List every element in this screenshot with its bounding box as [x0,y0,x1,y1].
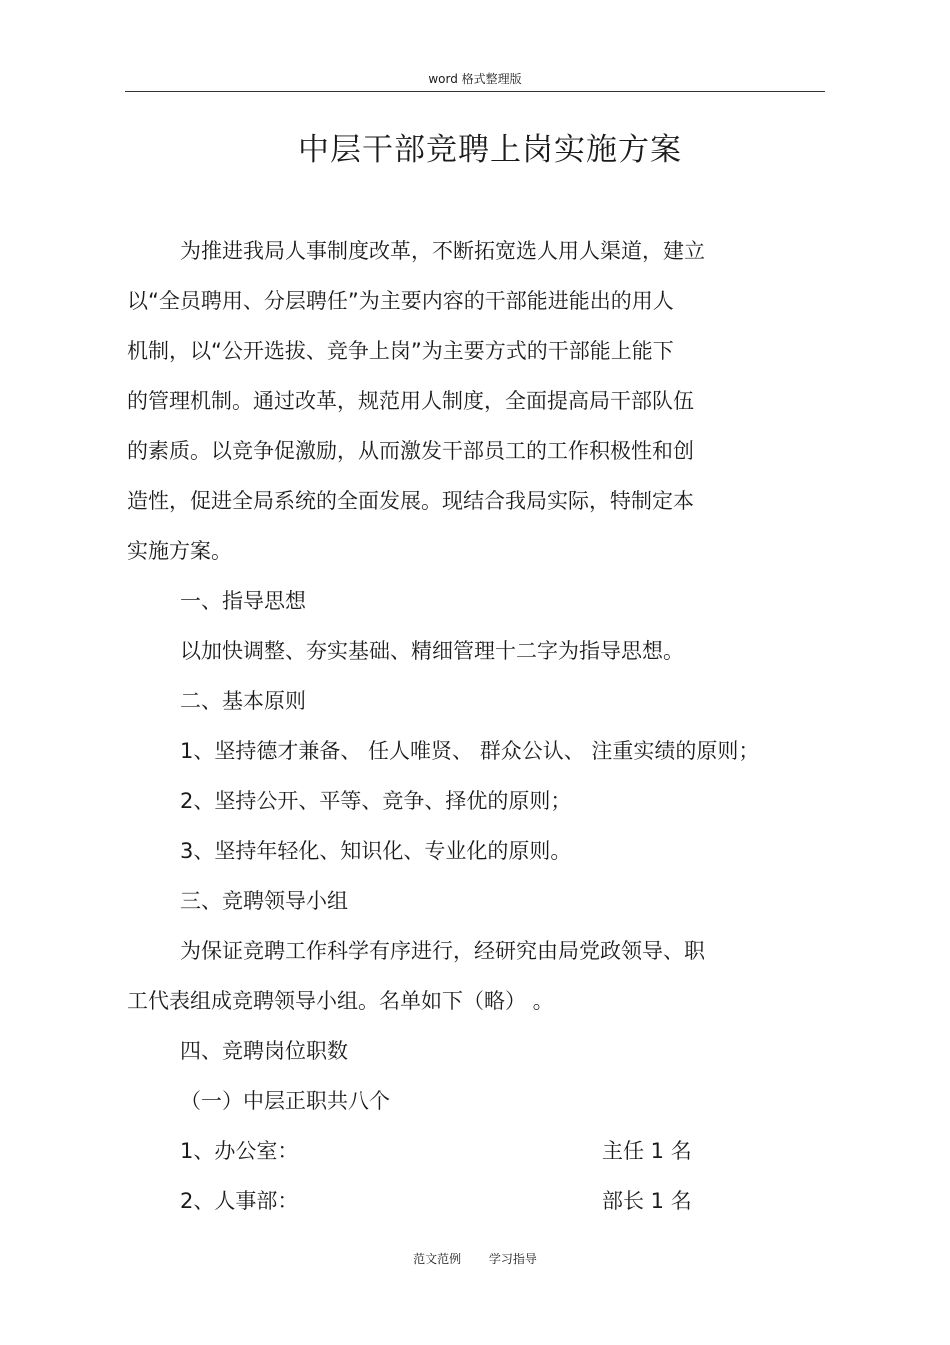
position-post-1: 主任 1 名 [602,1139,692,1163]
section1-body: 以加快调整、夯实基础、精细管理十二字为指导思想。 [180,639,684,663]
footer-left-text: 范文范例 [413,1252,462,1266]
principle-item-1: 1、坚持德才兼备、 任人唯贤、 群众公认、 注重实绩的原则； [180,739,760,763]
intro-line-6: 造性，促进全局系统的全面发展。现结合我局实际，特制定本 [127,489,694,513]
footer-right-text: 学习指导 [488,1252,537,1266]
principle-item-3: 3、坚持年轻化、知识化、专业化的原则。 [180,839,572,863]
section4-heading: 四、竞聘岗位职数 [180,1039,348,1063]
principle-item-2: 2、坚持公开、平等、竞争、择优的原则； [180,789,572,813]
intro-line-3: 机制，以“公开选拔、竞争上岗”为主要方式的干部能上能下 [127,339,674,363]
section3-body-line-2: 工代表组成竞聘领导小组。名单如下（略） 。 [127,989,554,1013]
intro-line-5: 的素质。以竞争促激励，从而激发干部员工的工作积极性和创 [127,439,694,463]
section1-heading: 一、指导思想 [180,589,306,613]
page-footer [0,1250,950,1267]
intro-line-2: 以“全员聘用、分层聘任”为主要内容的干部能进能出的用人 [127,289,674,313]
position-dept-2: 2、人事部： [180,1189,299,1213]
intro-line-7: 实施方案。 [127,539,232,563]
position-dept-1: 1、办公室： [180,1139,299,1163]
position-post-2: 部长 1 名 [602,1189,692,1213]
section2-heading: 二、基本原则 [180,689,306,713]
intro-line-1: 为推进我局人事制度改革，不断拓宽选人用人渠道，建立 [180,239,705,263]
intro-line-4: 的管理机制。通过改革，规范用人制度，全面提高局干部队伍 [127,389,694,413]
section3-heading: 三、竞聘领导小组 [180,889,348,913]
page-header: word 格式整理版 [428,72,522,86]
section3-body-line-1: 为保证竞聘工作科学有序进行，经研究由局党政领导、职 [180,939,705,963]
section4-subheading: （一）中层正职共八个 [180,1089,390,1113]
document-title: 中层干部竞聘上岗实施方案 [298,132,682,168]
header-rule [125,91,825,92]
